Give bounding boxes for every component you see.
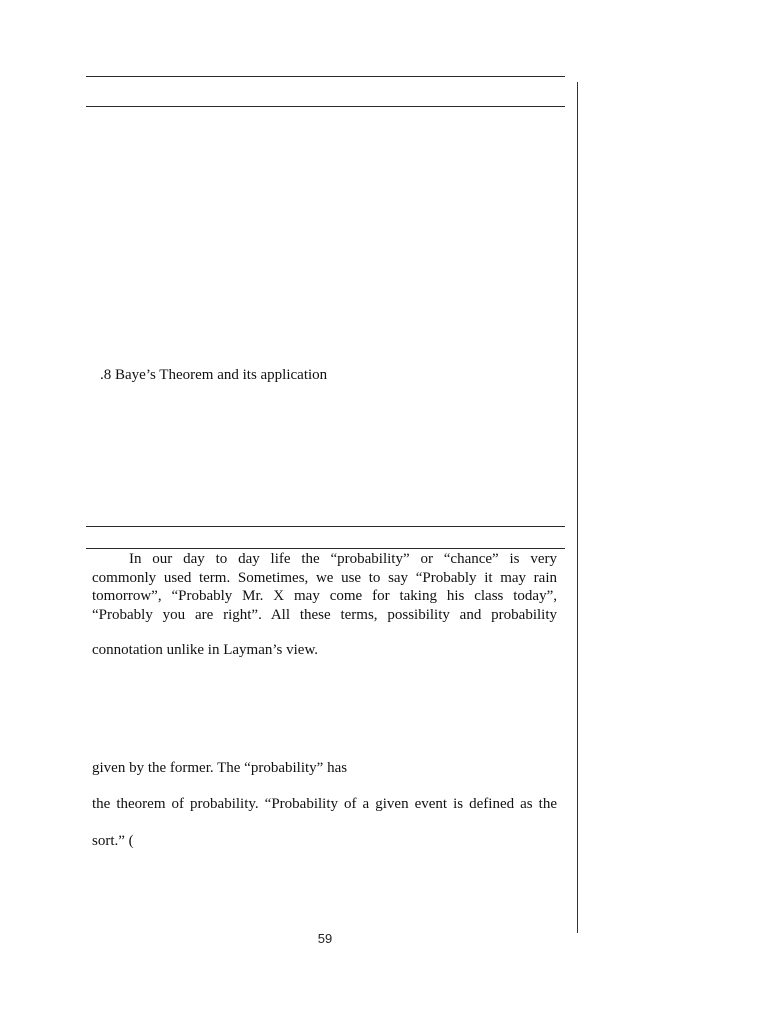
intro-line: “Probably you are right”. All these terms, possibility and probability <box>92 606 557 623</box>
top-rule-1 <box>86 76 565 77</box>
connotation-line: connotation unlike in Layman’s view. <box>92 642 319 658</box>
sort-line: sort.” ( <box>92 833 134 849</box>
section-heading: .8 Baye’s Theorem and its application <box>100 367 328 383</box>
top-rule-2 <box>86 106 565 107</box>
margin-rule <box>577 82 578 933</box>
intro-paragraph <box>92 550 557 624</box>
intro-line: In our day to day life the “probability” or “chance” is very <box>129 551 557 567</box>
section-rule-2 <box>86 548 565 549</box>
section-rule-1 <box>86 526 565 527</box>
intro-line: commonly used term. Sometimes, we use to say “Probably it may rain <box>92 569 557 586</box>
page-number: 59 <box>317 931 333 946</box>
former-line: given by the former. The “probability” has <box>92 760 348 776</box>
theorem-line: the theorem of probability. “Probability of a given event is defined as the <box>92 796 557 812</box>
intro-line: tomorrow”, “Probably Mr. X may come for taking his class today”, <box>92 588 557 604</box>
